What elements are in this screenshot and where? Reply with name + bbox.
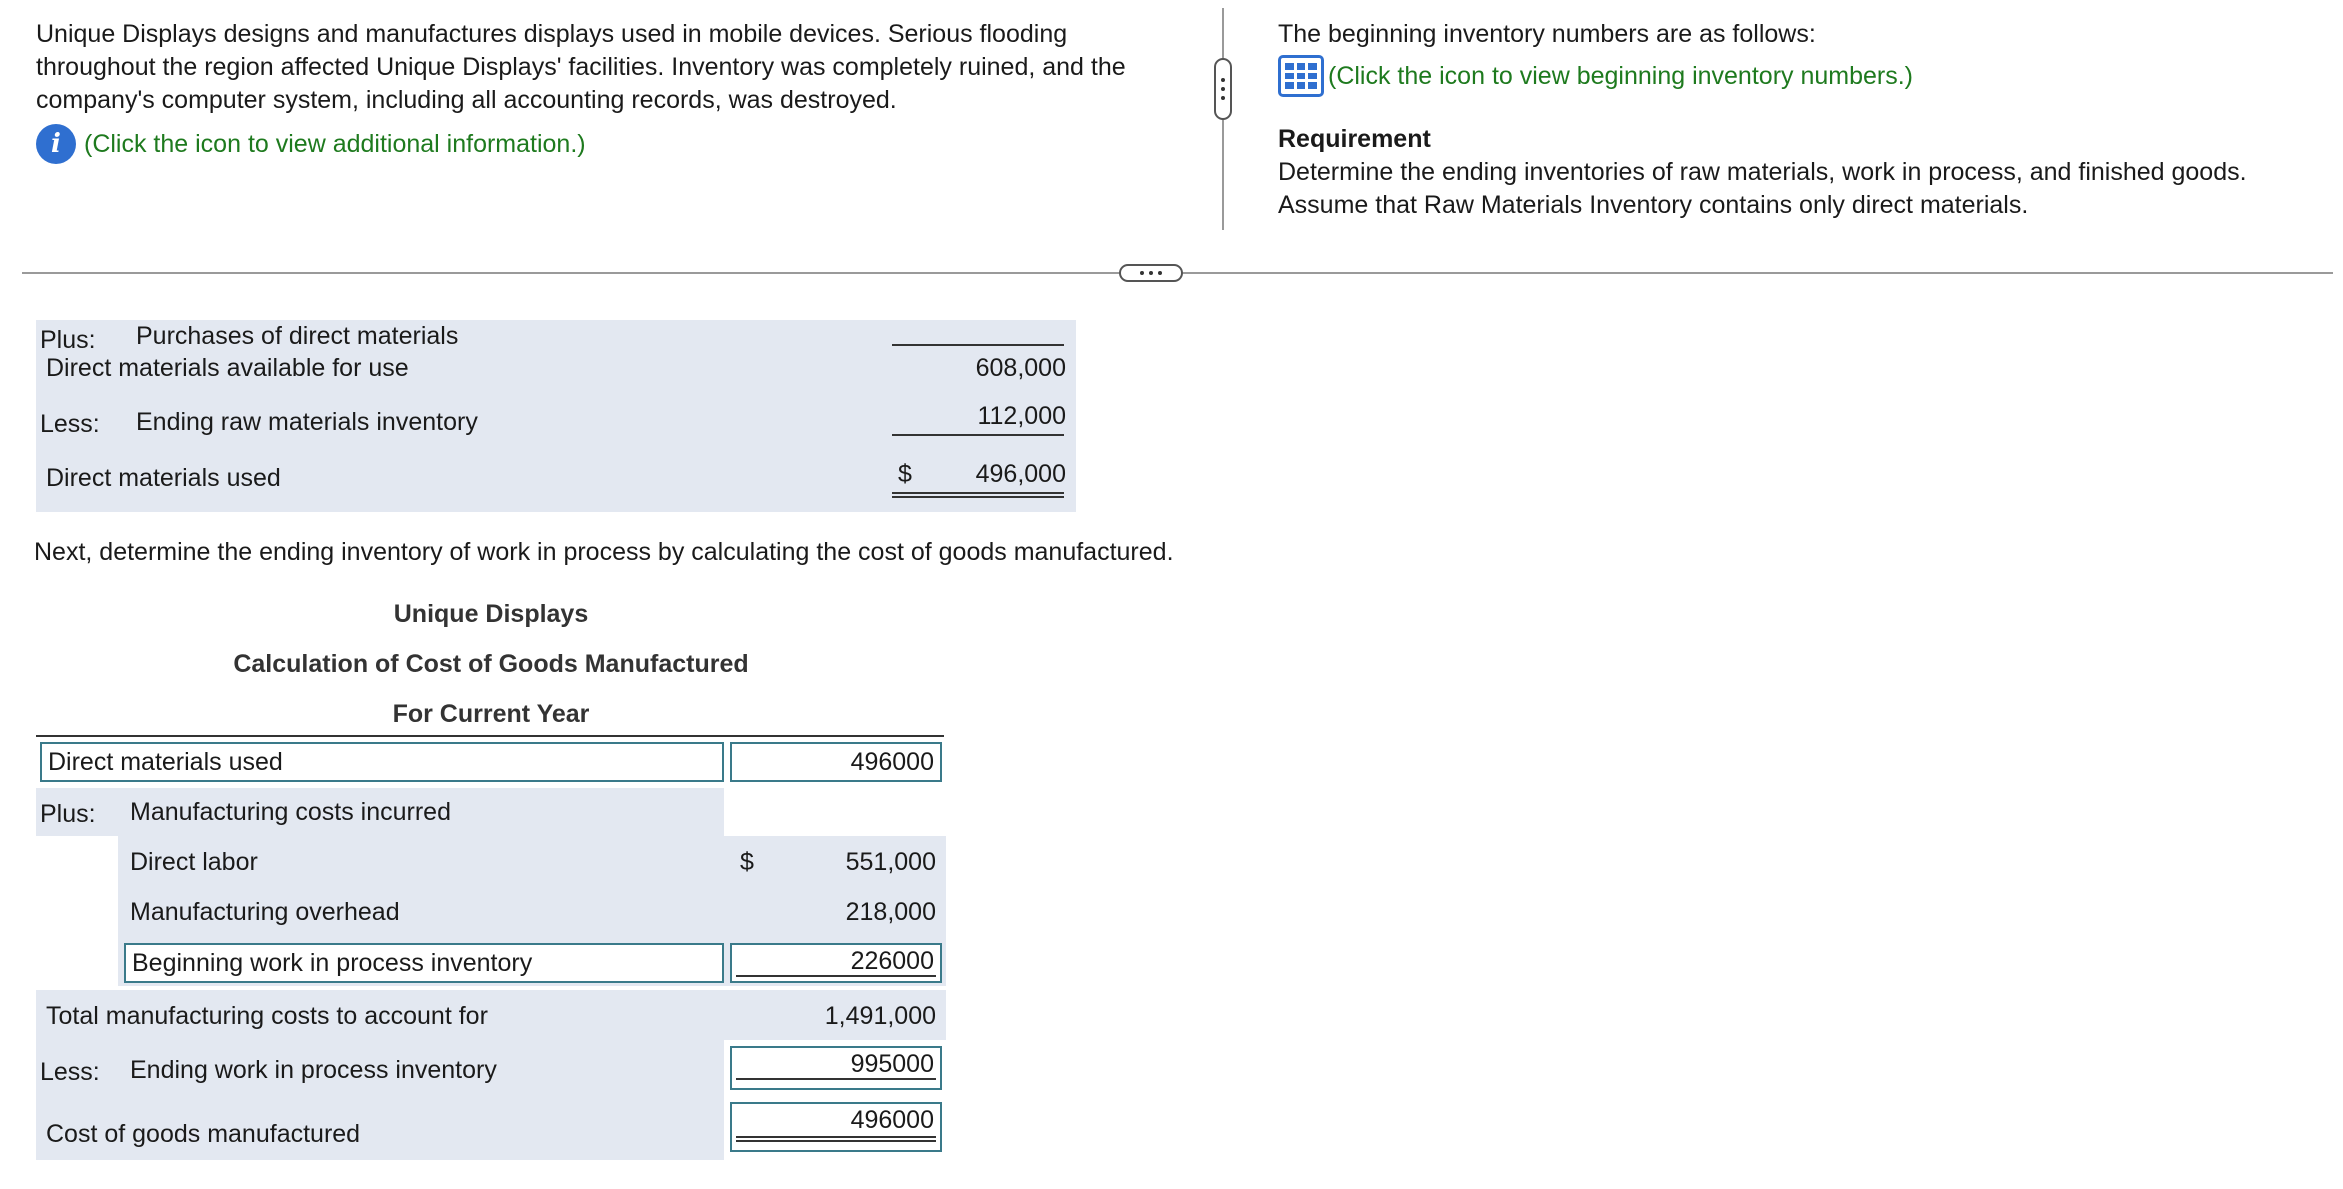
dm-used-row xyxy=(36,460,1076,510)
overhead-label: Manufacturing overhead xyxy=(130,898,400,926)
overhead-value: 218,000 xyxy=(845,898,936,926)
next-instruction: Next, determine the ending inventory of work in process by calculating the cost of goods manufactured. xyxy=(34,538,1174,566)
schedule-company: Unique Displays xyxy=(393,600,589,628)
additional-info-link[interactable] xyxy=(36,124,586,164)
requirement-text: Determine the ending inventories of raw materials, work in process, and finished goods. Assume that Raw Materials Inventory contains only direct materials. xyxy=(1278,158,2247,219)
available-value: 608,000 xyxy=(975,354,1066,382)
direct-labor-value: 551,000 xyxy=(845,848,936,876)
dm-used-currency: $ xyxy=(898,460,912,488)
dm-used-value: 496,000 xyxy=(975,460,1066,488)
dm-used-double-underline xyxy=(892,492,1064,498)
beg-wip-label-field[interactable]: Beginning work in process inventory xyxy=(124,943,724,983)
ending-raw-row xyxy=(36,404,1076,454)
ending-raw-underline xyxy=(892,434,1064,436)
end-wip-amount-field[interactable]: 995000 xyxy=(730,1046,942,1090)
beginning-inventory-link[interactable] xyxy=(1278,55,2328,97)
ending-raw-value: 112,000 xyxy=(977,402,1066,430)
intro-text: Unique Displays designs and manufactures displays used in mobile devices. Serious flooding throughout the region affected Unique Displays' facilities. Inventory was completely ruined, and the company's computer system, including all accounting records, was destroyed. xyxy=(36,20,1126,114)
available-label: Direct materials available for use xyxy=(46,354,409,382)
ending-raw-label: Ending raw materials inventory xyxy=(136,408,478,436)
total-value: 1,491,000 xyxy=(824,1002,936,1030)
plus-label: Plus: xyxy=(40,800,96,828)
table-icon[interactable] xyxy=(1278,55,1324,97)
requirement-title: Requirement xyxy=(1278,125,1431,153)
dm-used-label: Direct materials used xyxy=(46,464,281,492)
total-label: Total manufacturing costs to account for xyxy=(46,1002,488,1030)
dm-used-label-field[interactable]: Direct materials used xyxy=(40,742,724,782)
end-wip-underline xyxy=(736,1078,936,1080)
purchases-row xyxy=(36,320,1076,352)
cogm-table xyxy=(36,740,946,1160)
right-panel xyxy=(1278,18,2328,222)
direct-labor-label: Direct labor xyxy=(130,848,258,876)
dm-used-amount-field[interactable]: 496000 xyxy=(730,742,942,782)
cogm-amount-field[interactable]: 496000 xyxy=(730,1102,942,1152)
schedule-title: Calculation of Cost of Goods Manufactured xyxy=(233,650,749,678)
purchases-underline xyxy=(892,344,1064,346)
cogm-label: Cost of goods manufactured xyxy=(46,1120,361,1148)
less-label: Less: xyxy=(40,410,100,438)
additional-info-link-text[interactable]: (Click the icon to view additional information.) xyxy=(84,129,586,158)
plus-label: Plus: xyxy=(40,326,96,354)
beg-wip-amount-field[interactable]: 226000 xyxy=(730,943,942,983)
mfg-costs-label: Manufacturing costs incurred xyxy=(130,798,451,826)
schedule-top-rule xyxy=(36,735,944,737)
horizontal-resize-handle[interactable] xyxy=(1119,264,1183,282)
direct-materials-schedule xyxy=(36,320,1076,512)
beg-wip-underline xyxy=(736,975,936,977)
vertical-resize-handle[interactable] xyxy=(1214,58,1232,120)
direct-labor-currency: $ xyxy=(740,848,754,876)
info-icon[interactable]: i xyxy=(36,124,76,164)
end-wip-label: Ending work in process inventory xyxy=(130,1056,497,1084)
beginning-inventory-text: The beginning inventory numbers are as follows: xyxy=(1278,20,1816,48)
schedule-period: For Current Year xyxy=(392,700,590,728)
cogm-double-underline xyxy=(736,1136,936,1142)
purchases-label: Purchases of direct materials xyxy=(136,322,459,350)
less-label: Less: xyxy=(40,1058,100,1086)
beginning-inventory-link-text[interactable]: (Click the icon to view beginning inventory numbers.) xyxy=(1328,61,1913,90)
available-row xyxy=(36,354,1076,404)
